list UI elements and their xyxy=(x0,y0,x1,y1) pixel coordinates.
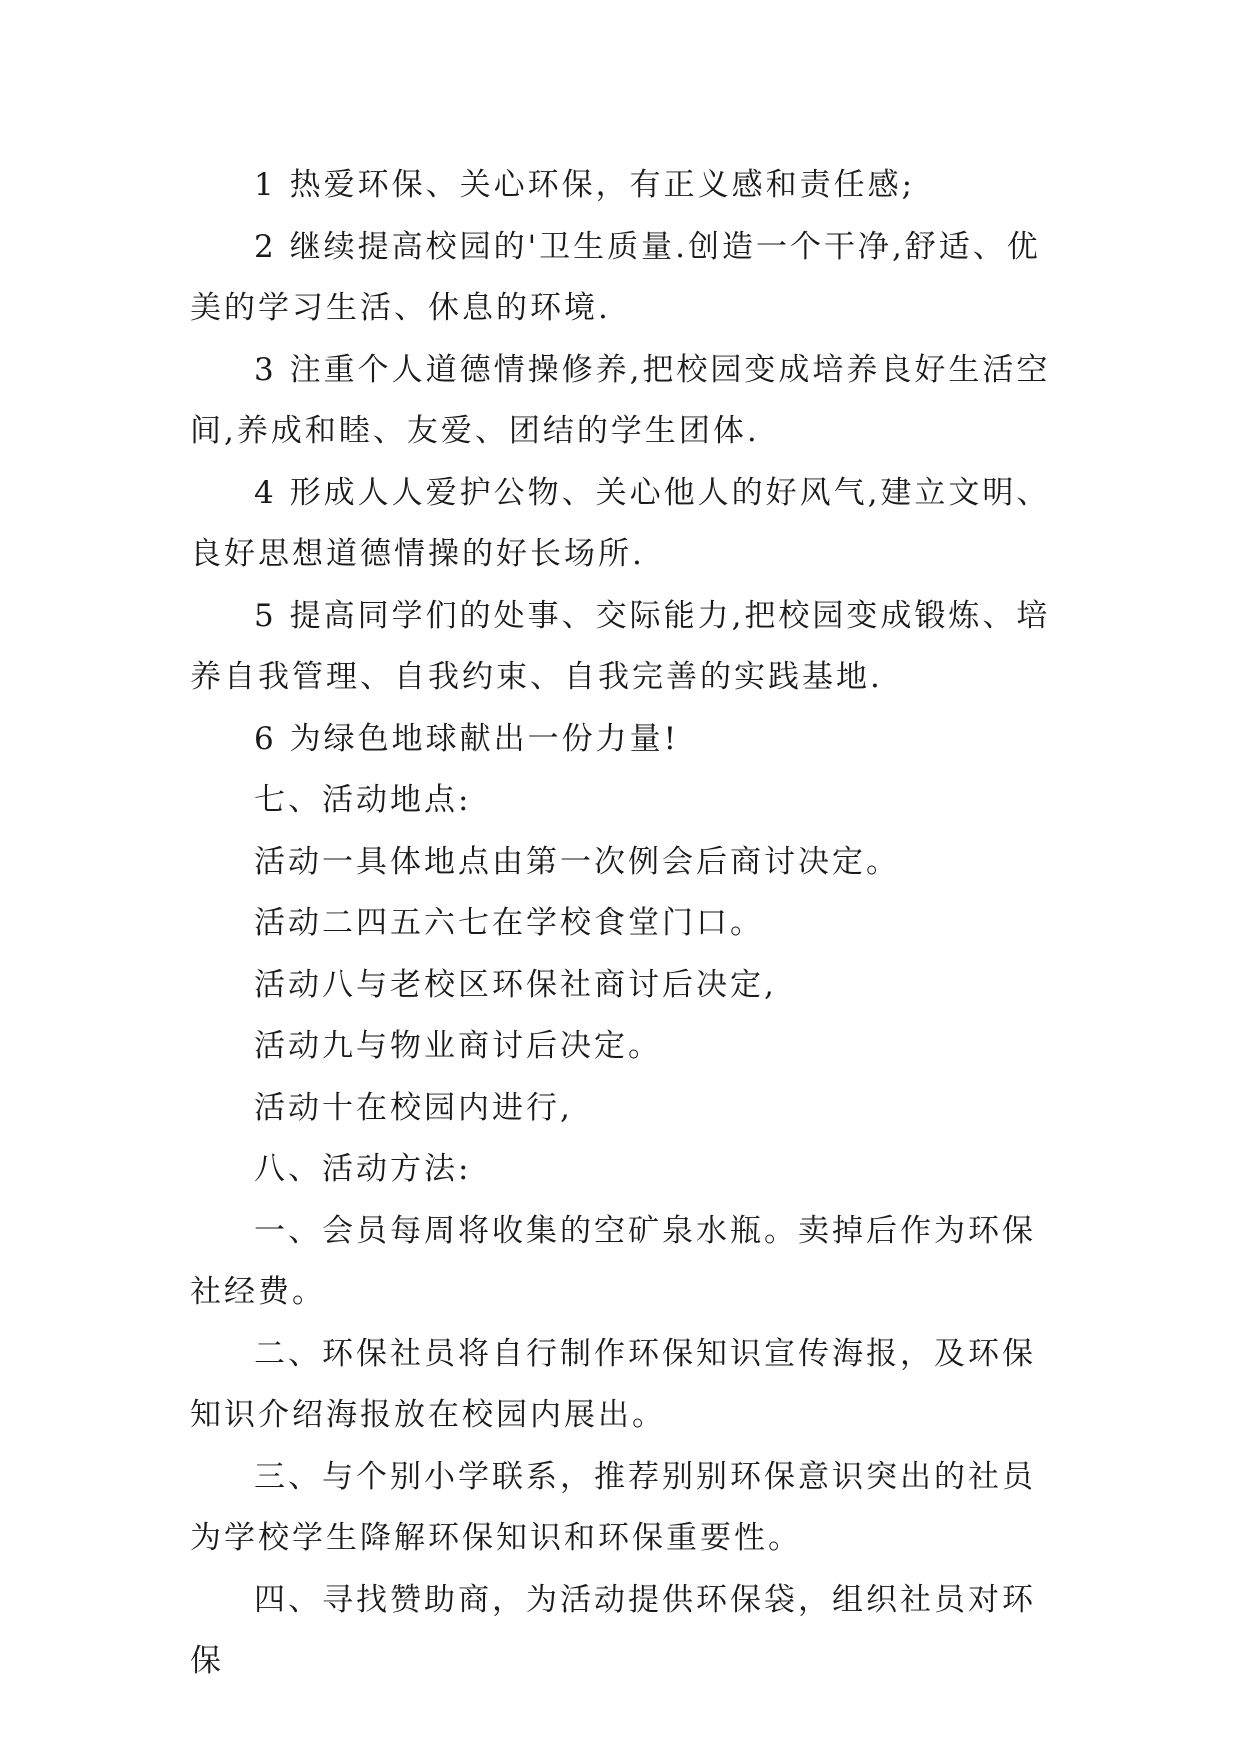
paragraph-goal-1: 1 热爱环保、关心环保，有正义感和责任感; xyxy=(254,167,916,203)
paragraph-location-3: 活动八与老校区环保社商讨后决定, xyxy=(254,966,777,1003)
paragraph-goal-2: 2 继续提高校园的'卫生质量.创造一个干净,舒适、优美的学习生活、休息的环境. xyxy=(190,228,1041,326)
paragraph-method-2: 二、环保社员将自行制作环保知识宣传海报，及环保知识介绍海报放在校园内展出。 xyxy=(190,1335,1036,1433)
paragraph-location-4: 活动九与物业商讨后决定。 xyxy=(254,1028,662,1064)
paragraph-location-5: 活动十在校园内进行, xyxy=(254,1089,573,1126)
section-heading-location: 七、活动地点: xyxy=(254,782,472,818)
paragraph-location-2: 活动二四五六七在学校食堂门口。 xyxy=(254,905,764,941)
paragraph-method-1: 一、会员每周将收集的空矿泉水瓶。卖掉后作为环保社经费。 xyxy=(190,1212,1036,1310)
paragraph-method-4: 四、寻找赞助商，为活动提供环保袋，组织社员对环保 xyxy=(190,1581,1036,1679)
paragraph-method-3: 三、与个别小学联系，推荐别别环保意识突出的社员为学校学生降解环保知识和环保重要性。 xyxy=(190,1458,1036,1556)
paragraph-goal-6: 6 为绿色地球献出一份力量! xyxy=(254,720,680,757)
paragraph-location-1: 活动一具体地点由第一次例会后商讨决定。 xyxy=(254,843,900,880)
paragraph-goal-3: 3 注重个人道德情操修养,把校园变成培养良好生活空间,养成和睦、友爱、团结的学生团体. xyxy=(190,351,1051,449)
document-body xyxy=(190,155,1056,1693)
paragraph-goal-4: 4 形成人人爱护公物、关心他人的好风气,建立文明、良好思想道德情操的好长场所. xyxy=(190,474,1051,572)
section-heading-method: 八、活动方法: xyxy=(254,1151,472,1187)
paragraph-goal-5: 5 提高同学们的处事、交际能力,把校园变成锻炼、培养自我管理、自我约束、自我完善的实践基地. xyxy=(190,597,1051,695)
